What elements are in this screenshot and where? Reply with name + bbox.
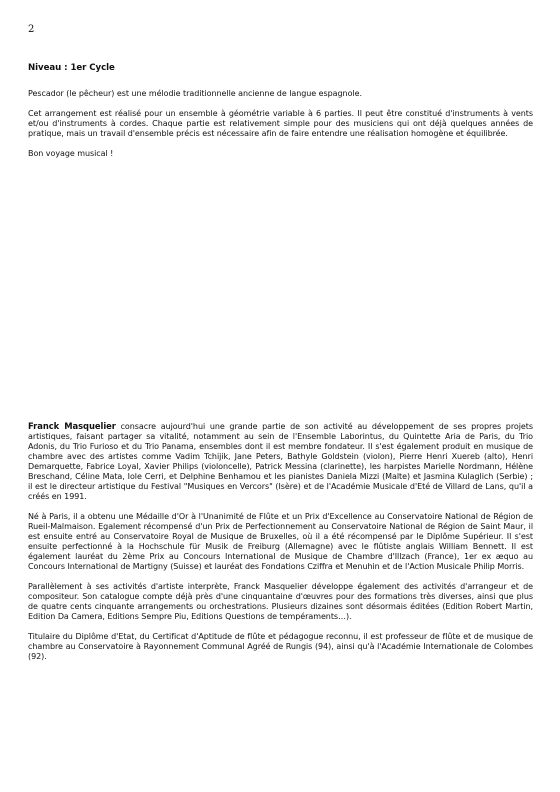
- page-number: 2: [28, 24, 35, 35]
- level-heading: Niveau : 1er Cycle: [28, 63, 115, 73]
- intro-paragraph-2: Cet arrangement est réalisé pour un ensemble à géométrie variable à 6 parties. Il peut être constitué d'instruments à vents et/ou d'instruments à cordes. Chaque partie est relativement simple pour des musiciens qui ont déjà quelques années de pratique, mais un travail d'ensemble précis est nécessaire afin de faire entendre une réalisation homogène et équilibrée.: [28, 109, 533, 138]
- bio-paragraph-4: Titulaire du Diplôme d'Etat, du Certificat d'Aptitude de flûte et pédagogue reconnu, il est professeur de flûte et de musique de chambre au Conservatoire à Rayonnement Communal Agréé de Rungis (94), ainsi qu'à l'Académie Internationale de Colombes (92).: [28, 632, 533, 661]
- intro-paragraph-1: Pescador (le pêcheur) est une mélodie traditionnelle ancienne de langue espagnole.: [28, 89, 362, 98]
- bio-paragraph-3: Parallèlement à ses activités d'artiste interprète, Franck Masquelier développe également des activités d'arrangeur et de compositeur. Son catalogue compte déjà près d'une cinquantaine d'œuvres pour des formations très diverses, ainsi que plus de quatre cents cinquante arrangements ou orchestrations. Plusieurs dizaines sont désormais éditées (Edition Robert Martin, Edition Da Camera, Editions Sempre Piu, Editions Questions de tempéraments…).: [28, 582, 533, 621]
- artist-name: Franck Masquelier: [28, 421, 116, 431]
- bio-paragraph-1: [28, 421, 533, 502]
- intro-paragraph-3: Bon voyage musical !: [28, 149, 114, 158]
- bio-paragraph-1-text: consacre aujourd'hui une grande partie de son activité au développement de ses propres projets artistiques, faisant partager sa vitalité, notamment au sein de l'Ensemble Laborintus, du Quintette Aria de Paris, du Trio Adonis, du Trio Furioso et du Trio Panama, ensembles dont il est membre fondateur. Il s'est également produit en musique de chambre avec des artistes comme Vadim Tchijik, Jane Peters, Bathyle Goldstein (violon), Pierre Henri Xuereb (alto), Henri Demarquette, Fabrice Loyal, Xavier Philips (violoncelle), Patrick Messina (clarinette), les harpistes Marielle Nordmann, Hélène Breschand, Céline Mata, Iole Cerri, et Delphine Benhamou et les pianistes Daniela Mizzi (Malte) et Jasmina Kulaglich (Serbie) ; il est le directeur artistique du Festival "Musiques en Vercors" (Isère) et de l'Académie Musicale d'Eté de Villard de Lans, qu'il a créés en 1991.: [28, 422, 533, 501]
- intro-section: [28, 89, 533, 169]
- biography-section: [28, 421, 533, 672]
- level-section: [28, 63, 533, 85]
- bio-paragraph-2: Né à Paris, il a obtenu une Médaille d'Or à l'Unanimité de Flûte et un Prix d'Excellence au Conservatoire National de Région de Rueil-Malmaison. Egalement récompensé d'un Prix de Perfectionnement au Conservatoire National de Région de Saint Maur, il est ensuite entré au Conservatoire Royal de Musique de Bruxelles, où il a été récompensé par le Diplôme Supérieur. Il s'est ensuite perfectionné à la Hochschule für Musik de Freiburg (Allemagne) avec le flûtiste anglais William Bennett. Il est également lauréat du 2ème Prix au Concours International de Musique de Chambre d'Illzach (France), 1er ex æquo au Concours International de Martigny (Suisse) et lauréat des Fondations Cziffra et Menuhin et de l'Action Musicale Philip Morris.: [28, 512, 533, 571]
